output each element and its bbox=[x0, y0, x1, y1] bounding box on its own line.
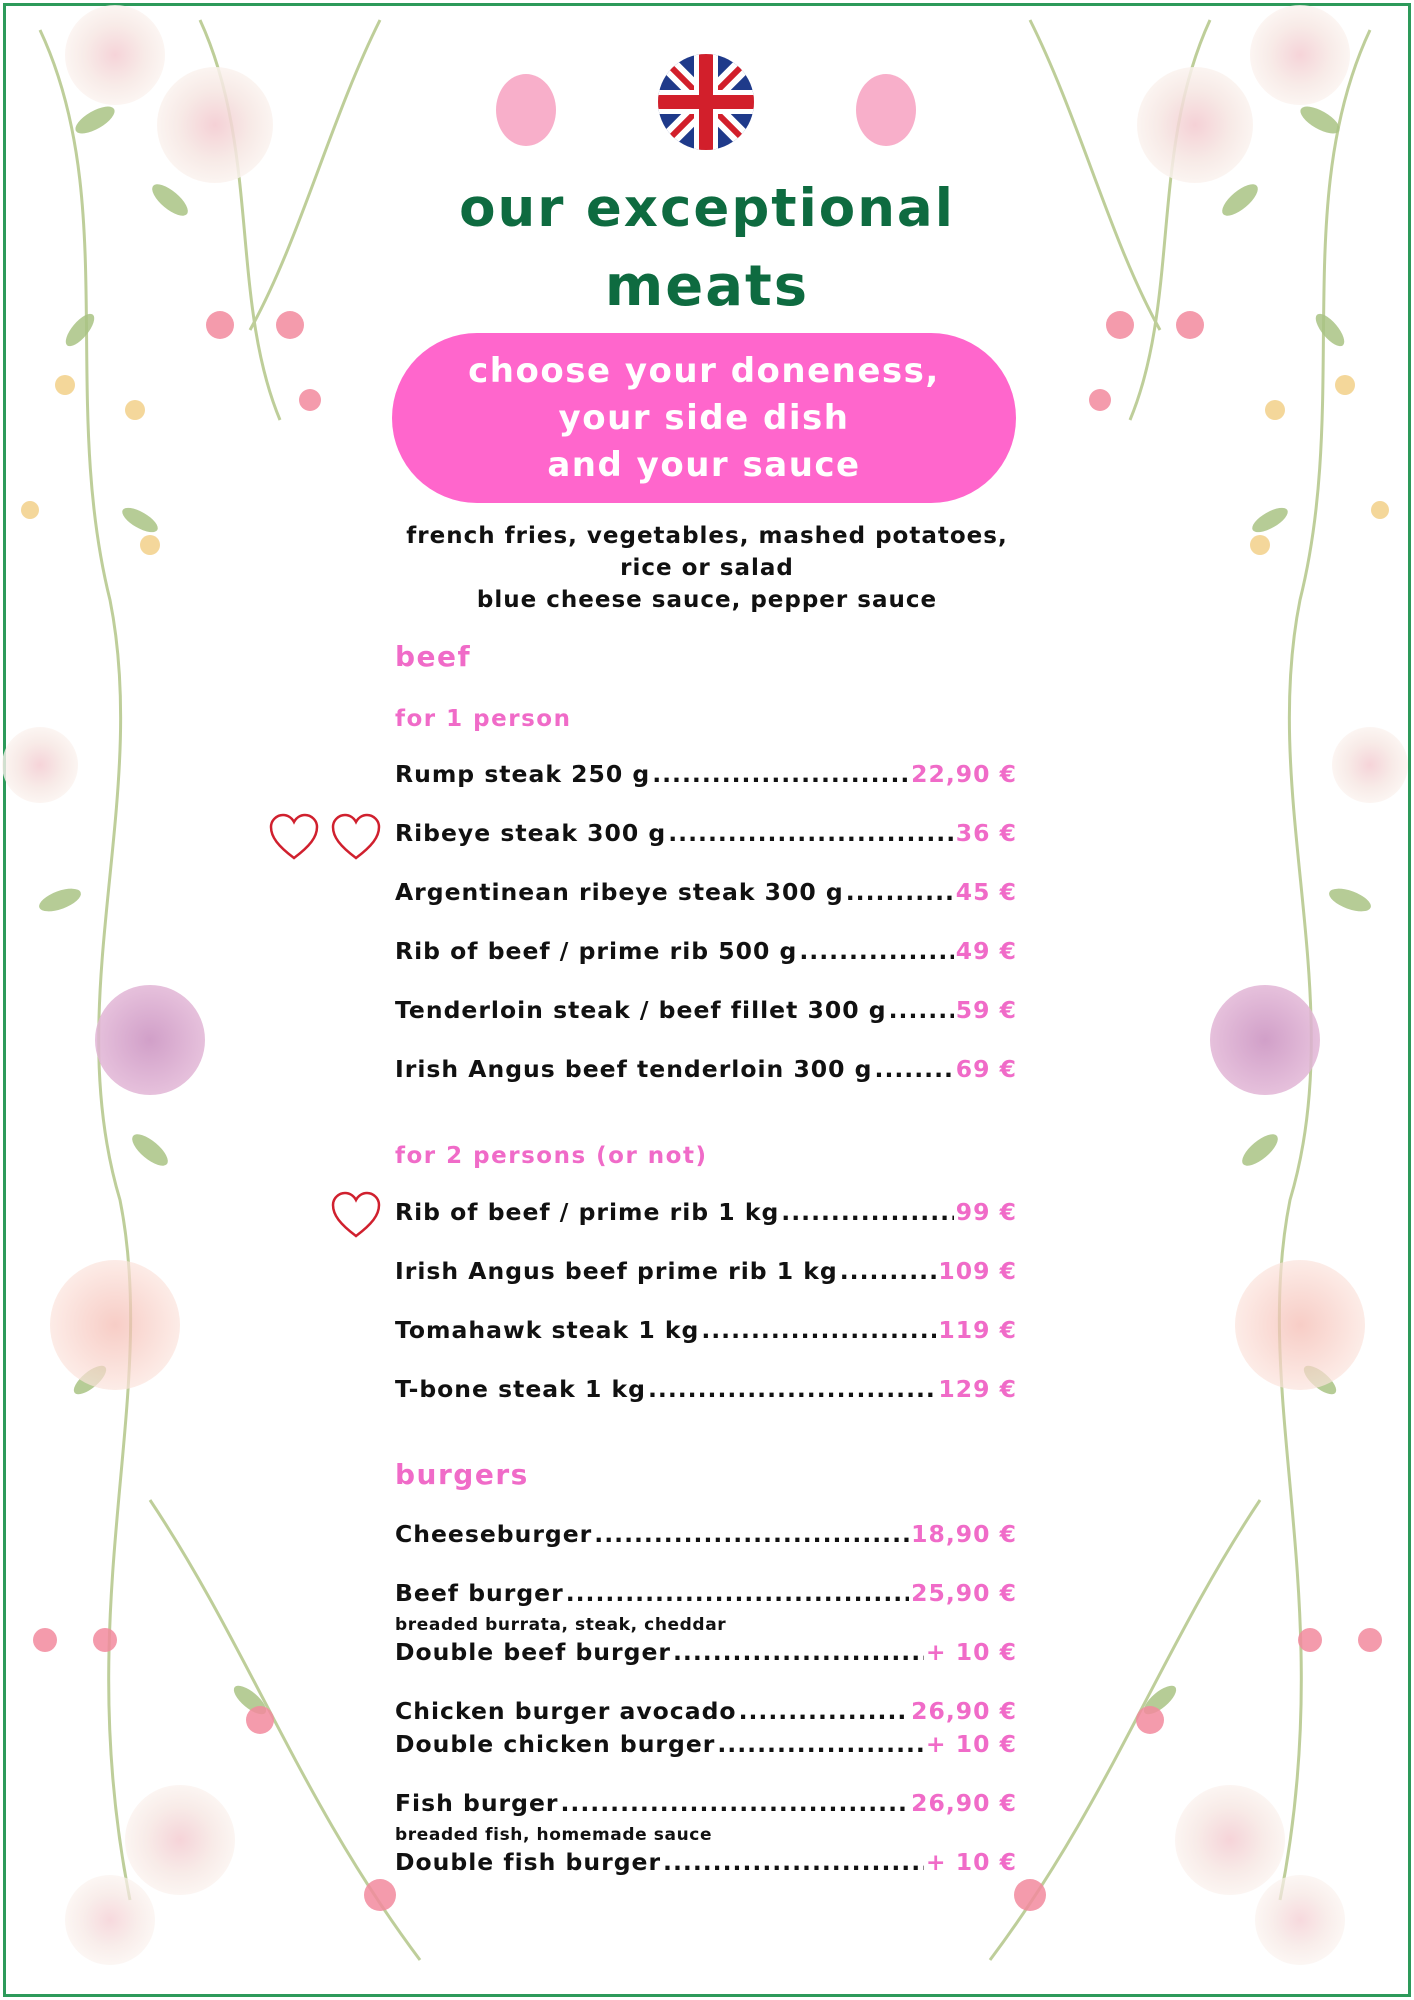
item-price: 49 € bbox=[955, 937, 1017, 965]
item-price: 25,90 € bbox=[911, 1579, 1017, 1607]
item-price: 119 € bbox=[938, 1316, 1017, 1344]
pill-line: choose your doneness, bbox=[468, 350, 940, 391]
menu-item bbox=[395, 1520, 1017, 1556]
menu-item bbox=[395, 1055, 1017, 1091]
menu-item bbox=[395, 937, 1017, 973]
menu-item bbox=[395, 996, 1017, 1032]
item-price: 26,90 € bbox=[911, 1697, 1017, 1725]
item-price: 129 € bbox=[938, 1375, 1017, 1403]
item-name: Fish burger bbox=[395, 1789, 559, 1817]
item-price: 59 € bbox=[955, 996, 1017, 1024]
item-name: Double beef burger bbox=[395, 1638, 671, 1666]
pill-line: and your sauce bbox=[547, 444, 861, 485]
item-price: 36 € bbox=[955, 819, 1017, 847]
item-name: Beef burger bbox=[395, 1579, 564, 1607]
burgers-heading: burgers bbox=[395, 1458, 529, 1491]
menu-item bbox=[395, 1375, 1017, 1411]
instruction-pill bbox=[392, 333, 1016, 503]
item-name: Argentinean ribeye steak 300 g bbox=[395, 878, 844, 906]
item-name: T-bone steak 1 kg bbox=[395, 1375, 646, 1403]
menu-item bbox=[395, 1730, 1017, 1766]
item-name: Double chicken burger bbox=[395, 1730, 716, 1758]
item-name: Chicken burger avocado bbox=[395, 1697, 737, 1725]
item-name: Ribeye steak 300 g bbox=[395, 819, 667, 847]
side-line: rice or salad bbox=[620, 555, 794, 581]
item-price: 109 € bbox=[938, 1257, 1017, 1285]
title-line-1: our exceptional bbox=[459, 178, 955, 239]
side-options bbox=[0, 520, 1414, 616]
item-name: Tomahawk steak 1 kg bbox=[395, 1316, 700, 1344]
item-price: 69 € bbox=[955, 1055, 1017, 1083]
side-line: blue cheese sauce, pepper sauce bbox=[476, 587, 938, 613]
menu-item bbox=[395, 1848, 1017, 1884]
menu-item bbox=[395, 1257, 1017, 1293]
menu-item bbox=[395, 1638, 1017, 1674]
side-line: french fries, vegetables, mashed potatoes, bbox=[406, 523, 1008, 549]
item-name: Double fish burger bbox=[395, 1848, 662, 1876]
heart-outline-icon bbox=[268, 812, 320, 862]
menu-item bbox=[395, 1789, 1017, 1825]
item-name: Rump steak 250 g bbox=[395, 760, 651, 788]
item-name: Irish Angus beef tenderloin 300 g bbox=[395, 1055, 873, 1083]
item-price: + 10 € bbox=[925, 1638, 1017, 1666]
menu-item bbox=[395, 1198, 1017, 1234]
uk-flag-icon bbox=[656, 52, 756, 152]
item-name: Rib of beef / prime rib 1 kg bbox=[395, 1198, 780, 1226]
item-name: Rib of beef / prime rib 500 g bbox=[395, 937, 798, 965]
pill-line: your side dish bbox=[558, 397, 850, 438]
heart-outline-icon bbox=[330, 812, 382, 862]
item-description: breaded fish, homemade sauce bbox=[395, 1825, 713, 1845]
item-price: 45 € bbox=[955, 878, 1017, 906]
menu-item bbox=[395, 760, 1017, 796]
item-price: 99 € bbox=[955, 1198, 1017, 1226]
menu-item bbox=[395, 878, 1017, 914]
item-price: 18,90 € bbox=[911, 1520, 1017, 1548]
one-person-heading: for 1 person bbox=[395, 706, 572, 732]
heart-outline-icon bbox=[330, 1190, 382, 1240]
menu-item bbox=[395, 819, 1017, 855]
item-price: 22,90 € bbox=[911, 760, 1017, 788]
two-persons-heading: for 2 persons (or not) bbox=[395, 1143, 708, 1169]
menu-item bbox=[395, 1697, 1017, 1733]
item-name: Tenderloin steak / beef fillet 300 g bbox=[395, 996, 887, 1024]
menu-item bbox=[395, 1579, 1017, 1615]
item-name: Cheeseburger bbox=[395, 1520, 593, 1548]
item-price: + 10 € bbox=[925, 1730, 1017, 1758]
menu-item bbox=[395, 1316, 1017, 1352]
item-name: Irish Angus beef prime rib 1 kg bbox=[395, 1257, 838, 1285]
item-description: breaded burrata, steak, cheddar bbox=[395, 1615, 727, 1635]
item-price: + 10 € bbox=[925, 1848, 1017, 1876]
item-price: 26,90 € bbox=[911, 1789, 1017, 1817]
beef-heading: beef bbox=[395, 640, 472, 673]
title-line-2: meats bbox=[604, 254, 810, 319]
